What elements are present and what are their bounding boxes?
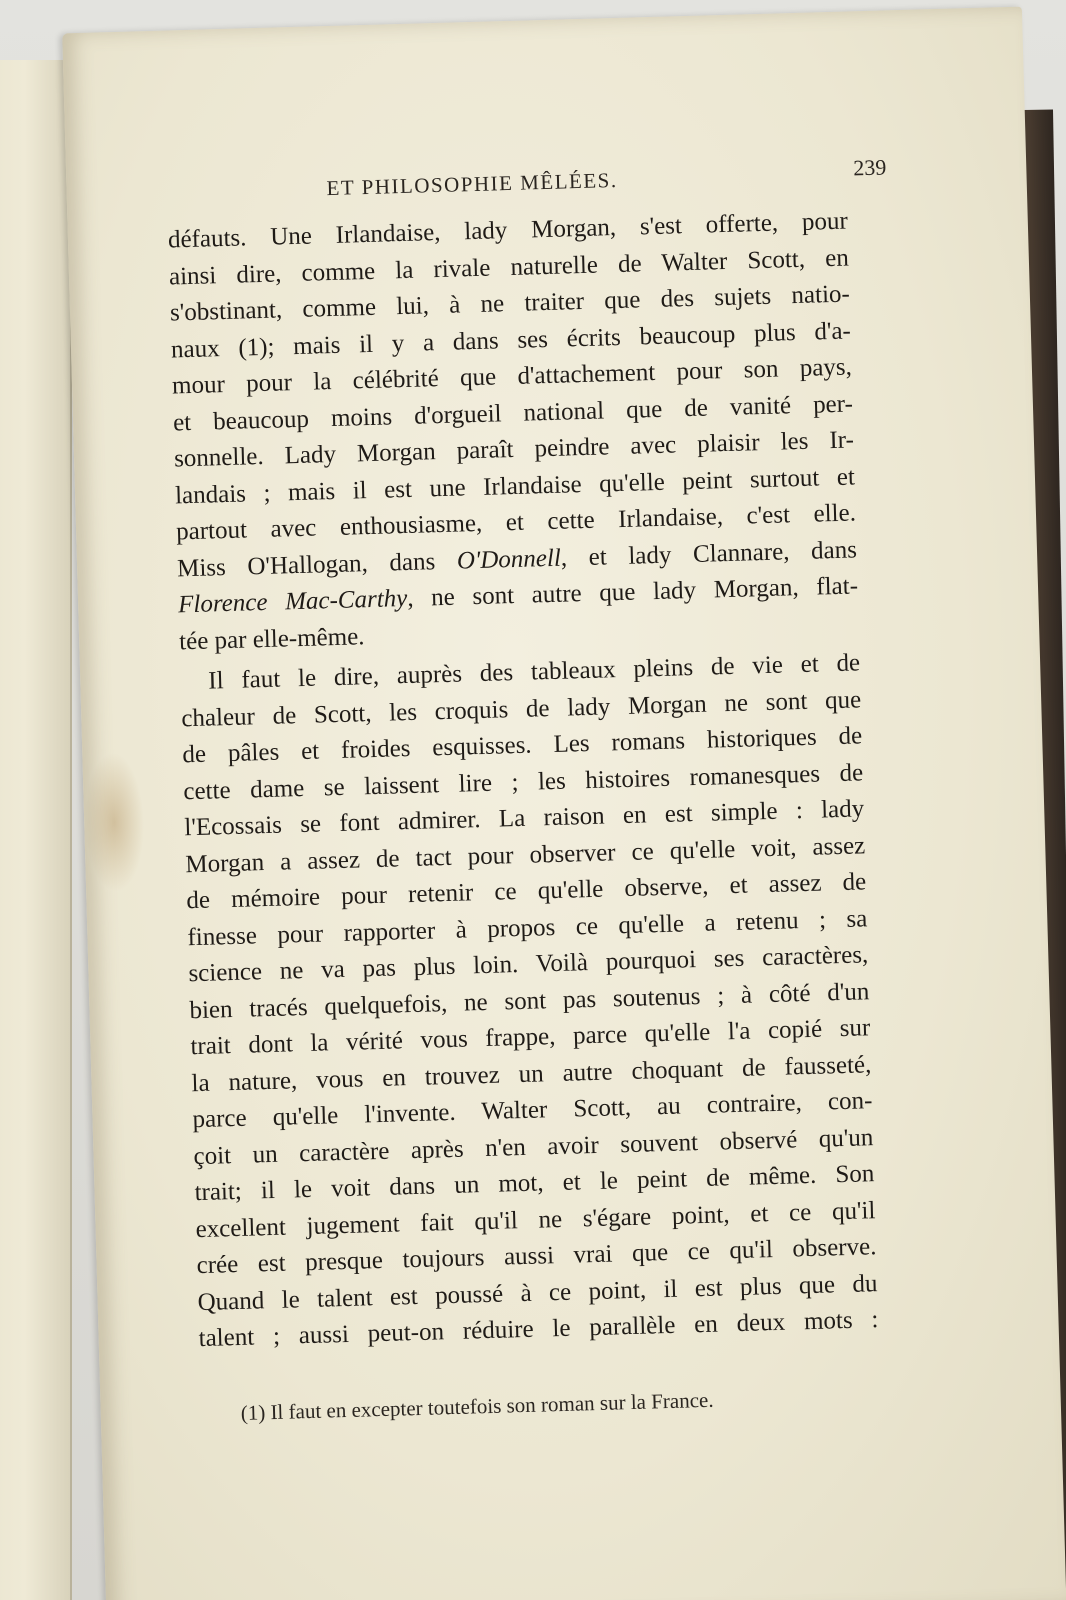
text-line: trait; il le voit dans un mot, et le peint de même. Son — [194, 1160, 875, 1207]
title-italic-odonnell: O'Donnell — [456, 544, 562, 575]
text-line: naux (1); mais il y a dans ses écrits beaucoup plus d'a- — [170, 317, 852, 363]
foxing-stain — [82, 751, 146, 893]
book-page — [62, 7, 1066, 1600]
text-line: et beaucoup moins d'orgueil national que de vanité per- — [172, 389, 854, 436]
text-line: landais ; mais il est une Irlandaise qu'elle peint surtout et — [174, 462, 856, 509]
facing-page-edge — [0, 60, 72, 1600]
running-head: ET PHILOSOPHIE MÊLÉES. — [326, 167, 618, 201]
text-line: l'Ecossais se font admirer. La raison en est simple : lady — [184, 795, 865, 842]
text-line: crée est presque toujours aussi vrai que ce qu'il observe. — [196, 1233, 877, 1280]
text-line: ainsi dire, comme la rivale naturelle de Walter Scott, en — [168, 244, 850, 291]
text-line: tée par elle-même. — [178, 622, 365, 655]
text-line: Quand le talent est poussé à ce point, il est plus que du — [197, 1269, 878, 1316]
title-italic-florence: Florence Mac-Carthy — [177, 584, 408, 619]
text-line: s'obstinant, comme lui, à ne traiter que des sujets natio- — [169, 280, 851, 327]
text-line: de mémoire pour retenir ce qu'elle observe, et assez de — [186, 868, 867, 915]
text-line: finesse pour rapporter à propos ce qu'elle a retenu ; sa — [187, 904, 868, 951]
text-line: trait dont la vérité vous frappe, parce qu'elle l'a copié sur — [190, 1014, 871, 1061]
body-text — [168, 204, 879, 1358]
text-line: excellent jugement fait qu'il ne s'égare point, et ce qu'il — [195, 1196, 876, 1243]
page-header — [166, 154, 887, 201]
text-line: mour pour la célébrité que d'attachement pour son pays, — [171, 353, 853, 400]
text-line: parce qu'elle l'invente. Walter Scott, au contraire, con- — [192, 1087, 873, 1134]
text-line: bien tracés quelquefois, ne sont pas soutenus ; à côté d'un — [189, 977, 870, 1024]
text-line: talent ; aussi peut-on réduire le parallèle en deux mots : — [198, 1306, 879, 1353]
text-run: , ne sont autre que lady Morgan, flat- — [406, 572, 859, 612]
text-run: , et lady Clannare, dans — [560, 535, 858, 572]
text-line: science ne va pas plus loin. Voilà pourquoi ses caractères, — [188, 941, 869, 988]
text-line: cette dame se laissent lire ; les histoires romanesques de — [183, 758, 864, 805]
page-number: 239 — [852, 154, 887, 181]
text-line: Il faut le dire, auprès des tableaux pleins de vie et de — [207, 649, 861, 695]
text-line: çoit un caractère après n'en avoir souvent observé qu'un — [193, 1123, 874, 1170]
text-line: Morgan a assez de tact pour observer ce qu'elle voit, assez — [185, 831, 866, 878]
footnote: (1) Il faut en excepter toutefois son roman sur la France. — [240, 1387, 714, 1425]
text-line: sonnelle. Lady Morgan paraît peindre avec plaisir les Ir- — [173, 426, 855, 473]
text-line: chaleur de Scott, les croquis de lady Morgan ne sont que — [180, 685, 862, 732]
text-line: partout avec enthousiasme, et cette Irlandaise, c'est elle. — [175, 499, 857, 546]
text-line: défauts. Une Irlandaise, lady Morgan, s'est offerte, pour — [167, 207, 849, 254]
text-run: Miss O'Hallogan, dans — [176, 547, 458, 582]
text-line: la nature, vous en trouvez un autre choquant de fausseté, — [191, 1050, 872, 1097]
text-line: de pâles et froides esquisses. Les romans historiques de — [182, 722, 863, 769]
